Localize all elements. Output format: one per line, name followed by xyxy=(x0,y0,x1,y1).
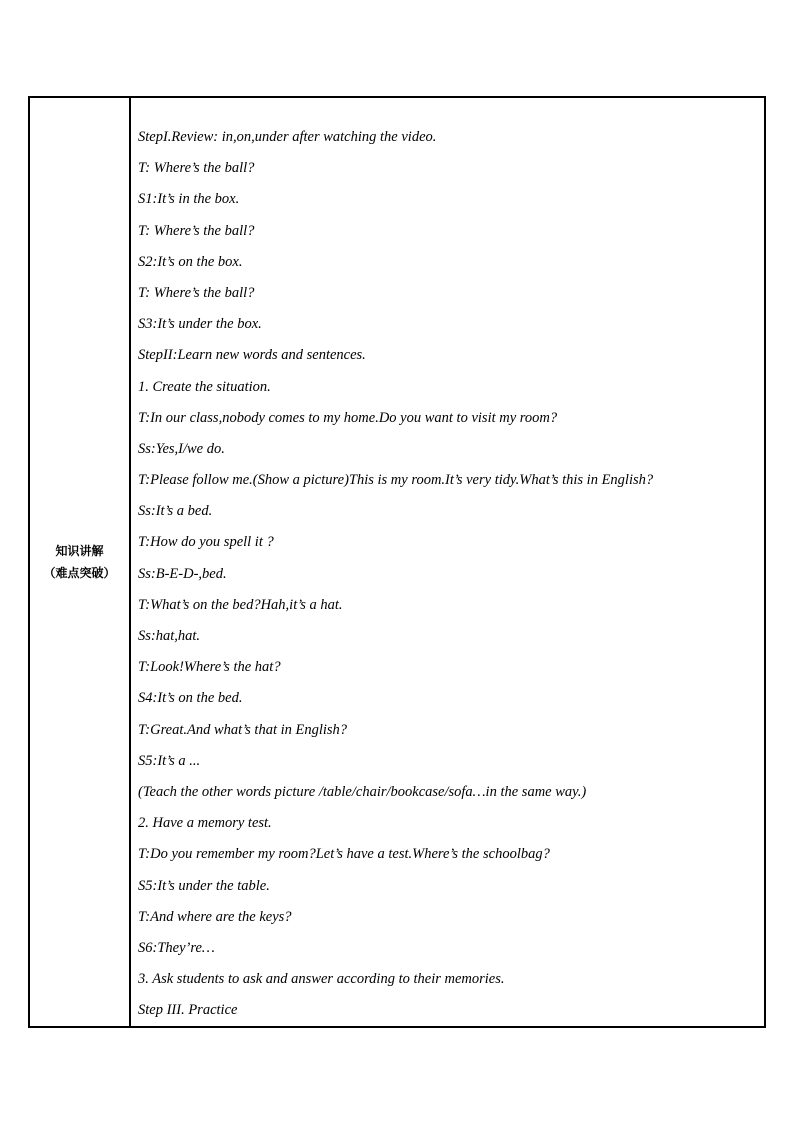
lesson-line: Ss:It’s a bed. xyxy=(138,503,213,520)
lesson-line: S4:It’s on the bed. xyxy=(138,690,243,707)
lesson-content-cell xyxy=(130,97,765,1027)
table-row xyxy=(29,97,765,1027)
lesson-line: T:Do you remember my room?Let’s have a test.Where’s the schoolbag? xyxy=(138,846,550,863)
lesson-line: 3. Ask students to ask and answer according to their memories. xyxy=(138,971,505,988)
lesson-line: S2:It’s on the box. xyxy=(138,253,243,270)
lesson-line: T:Look!Where’s the hat? xyxy=(138,659,281,676)
lesson-line: StepII:Learn new words and sentences. xyxy=(138,347,366,364)
lesson-line: Ss:hat,hat. xyxy=(138,628,201,644)
lesson-line: T:What’s on the bed?Hah,it’s a hat. xyxy=(138,596,343,613)
lesson-line: T: Where’s the ball? xyxy=(138,284,255,301)
lesson-line: (Teach the other words picture /table/chair/bookcase/sofa…in the same way.) xyxy=(138,783,587,800)
lesson-line: 1. Create the situation. xyxy=(138,378,271,395)
lesson-line: Step III. Practice xyxy=(138,1002,238,1019)
lesson-line: S3:It’s under the box. xyxy=(138,316,262,333)
section-label-cell xyxy=(29,97,130,1027)
lesson-line: Ss:Yes,I/we do. xyxy=(138,440,225,457)
lesson-line: T:And where are the keys? xyxy=(138,908,292,925)
lesson-line: 2. Have a memory test. xyxy=(138,815,272,832)
lesson-line: T:How do you spell it ? xyxy=(138,534,274,551)
lesson-line: S1:It’s in the box. xyxy=(138,191,240,208)
lesson-line: S6:They’re… xyxy=(138,939,215,956)
lesson-line: Ss:B-E-D-,bed. xyxy=(138,565,227,582)
lesson-line: StepI.Review: in,on,under after watching the video. xyxy=(138,129,437,145)
lesson-line: T: Where’s the ball? xyxy=(138,160,255,177)
lesson-line: S5:It’s a ... xyxy=(138,752,201,769)
section-label: 知识讲解 xyxy=(55,544,104,559)
lesson-table xyxy=(28,96,766,1028)
lesson-line: S5:It’s under the table. xyxy=(138,877,270,894)
lesson-line: T:In our class,nobody comes to my home.Do you want to visit my room? xyxy=(138,409,558,426)
section-sublabel: （难点突破） xyxy=(43,566,116,581)
lesson-line: T:Great.And what’s that in English? xyxy=(138,721,348,738)
lesson-line: T: Where’s the ball? xyxy=(138,222,255,239)
lesson-content xyxy=(131,98,764,1026)
lesson-line: T:Please follow me.(Show a picture)This is my room.It’s very tidy.What’s this in English? xyxy=(138,472,654,489)
